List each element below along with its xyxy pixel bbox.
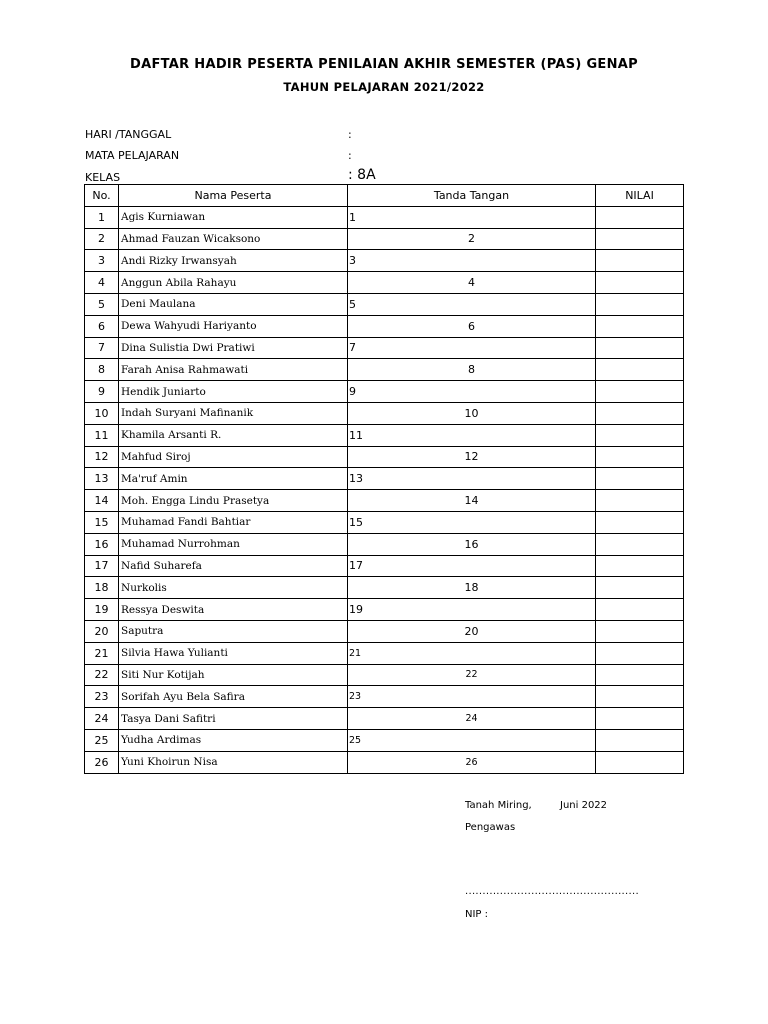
row-number: 19 xyxy=(85,599,119,621)
header-nilai: NILAI xyxy=(596,185,684,207)
signature-cell: 21 xyxy=(348,642,596,664)
nilai-cell xyxy=(596,599,684,621)
footer-nip: NIP : xyxy=(465,909,489,920)
mata-pelajaran-colon: : xyxy=(348,149,352,162)
row-number: 7 xyxy=(85,337,119,359)
signature-cell: 3 xyxy=(348,250,596,272)
nilai-cell xyxy=(596,359,684,381)
signature-cell: 19 xyxy=(348,599,596,621)
row-number: 5 xyxy=(85,293,119,315)
table-row xyxy=(85,664,684,686)
nilai-cell xyxy=(596,642,684,664)
nilai-cell xyxy=(596,490,684,512)
row-number: 16 xyxy=(85,533,119,555)
table-row xyxy=(85,272,684,294)
participant-name: Deni Maulana xyxy=(119,293,348,315)
table-row xyxy=(85,446,684,468)
table-row xyxy=(85,293,684,315)
table-row xyxy=(85,708,684,730)
participant-name: Ressya Deswita xyxy=(119,599,348,621)
nilai-cell xyxy=(596,402,684,424)
participant-name: Ma'ruf Amin xyxy=(119,468,348,490)
participant-name: Nafid Suharefa xyxy=(119,555,348,577)
nilai-cell xyxy=(596,708,684,730)
signature-cell: 18 xyxy=(348,577,596,599)
table-row xyxy=(85,577,684,599)
nilai-cell xyxy=(596,577,684,599)
nilai-cell xyxy=(596,620,684,642)
table-row xyxy=(85,250,684,272)
row-number: 17 xyxy=(85,555,119,577)
participant-name: Indah Suryani Mafinanik xyxy=(119,402,348,424)
signature-cell: 8 xyxy=(348,359,596,381)
row-number: 6 xyxy=(85,315,119,337)
signature-cell: 2 xyxy=(348,228,596,250)
mata-pelajaran-label: MATA PELAJARAN xyxy=(85,149,180,162)
participant-name: Yudha Ardimas xyxy=(119,729,348,751)
table-row xyxy=(85,642,684,664)
signature-cell: 15 xyxy=(348,511,596,533)
kelas-value: : 8A xyxy=(348,167,376,183)
participant-name: Muhamad Fandi Bahtiar xyxy=(119,511,348,533)
nilai-cell xyxy=(596,250,684,272)
signature-cell: 23 xyxy=(348,686,596,708)
row-number: 4 xyxy=(85,272,119,294)
participant-name: Moh. Engga Lindu Prasetya xyxy=(119,490,348,512)
participant-name: Silvia Hawa Yulianti xyxy=(119,642,348,664)
signature-cell: 24 xyxy=(348,708,596,730)
hari-tanggal-label: HARI /TANGGAL xyxy=(85,128,172,141)
header-no: No. xyxy=(85,185,119,207)
participant-name: Tasya Dani Safitri xyxy=(119,708,348,730)
signature-cell: 6 xyxy=(348,315,596,337)
signature-cell: 22 xyxy=(348,664,596,686)
signature-cell: 17 xyxy=(348,555,596,577)
row-number: 8 xyxy=(85,359,119,381)
table-row xyxy=(85,424,684,446)
row-number: 24 xyxy=(85,708,119,730)
signature-cell: 1 xyxy=(348,206,596,228)
signature-cell: 25 xyxy=(348,729,596,751)
row-number: 1 xyxy=(85,206,119,228)
participant-name: Muhamad Nurrohman xyxy=(119,533,348,555)
signature-cell: 13 xyxy=(348,468,596,490)
signature-cell: 5 xyxy=(348,293,596,315)
nilai-cell xyxy=(596,533,684,555)
table-row xyxy=(85,468,684,490)
row-number: 9 xyxy=(85,381,119,403)
participant-name: Dina Sulistia Dwi Pratiwi xyxy=(119,337,348,359)
row-number: 14 xyxy=(85,490,119,512)
row-number: 3 xyxy=(85,250,119,272)
participant-name: Khamila Arsanti R. xyxy=(119,424,348,446)
table-row xyxy=(85,511,684,533)
header-nama-peserta: Nama Peserta xyxy=(119,185,348,207)
row-number: 15 xyxy=(85,511,119,533)
nilai-cell xyxy=(596,337,684,359)
nilai-cell xyxy=(596,446,684,468)
table-row xyxy=(85,228,684,250)
nilai-cell xyxy=(596,511,684,533)
row-number: 10 xyxy=(85,402,119,424)
table-row xyxy=(85,555,684,577)
row-number: 21 xyxy=(85,642,119,664)
signature-cell: 16 xyxy=(348,533,596,555)
signature-cell: 10 xyxy=(348,402,596,424)
signature-cell: 9 xyxy=(348,381,596,403)
nilai-cell xyxy=(596,272,684,294)
participant-name: Sorifah Ayu Bela Safira xyxy=(119,686,348,708)
nilai-cell xyxy=(596,729,684,751)
participant-name: Nurkolis xyxy=(119,577,348,599)
participant-name: Yuni Khoirun Nisa xyxy=(119,751,348,773)
table-row xyxy=(85,315,684,337)
nilai-cell xyxy=(596,228,684,250)
table-row xyxy=(85,620,684,642)
nilai-cell xyxy=(596,468,684,490)
nilai-cell xyxy=(596,751,684,773)
row-number: 23 xyxy=(85,686,119,708)
signature-cell: 4 xyxy=(348,272,596,294)
participant-name: Andi Rizky Irwansyah xyxy=(119,250,348,272)
header-tanda-tangan: Tanda Tangan xyxy=(348,185,596,207)
participant-name: Saputra xyxy=(119,620,348,642)
signature-cell: 20 xyxy=(348,620,596,642)
signature-cell: 11 xyxy=(348,424,596,446)
signature-cell: 7 xyxy=(348,337,596,359)
row-number: 18 xyxy=(85,577,119,599)
table-row xyxy=(85,381,684,403)
participant-name: Hendik Juniarto xyxy=(119,381,348,403)
document-title: DAFTAR HADIR PESERTA PENILAIAN AKHIR SEMESTER (PAS) GENAP xyxy=(130,57,638,72)
signature-cell: 12 xyxy=(348,446,596,468)
table-row xyxy=(85,359,684,381)
nilai-cell xyxy=(596,206,684,228)
table-row xyxy=(85,337,684,359)
footer-role: Pengawas xyxy=(465,822,516,833)
document-subtitle: TAHUN PELAJARAN 2021/2022 xyxy=(283,80,485,94)
table-row xyxy=(85,686,684,708)
participant-name: Siti Nur Kotijah xyxy=(119,664,348,686)
table-row xyxy=(85,533,684,555)
attendance-table xyxy=(84,184,684,774)
row-number: 20 xyxy=(85,620,119,642)
nilai-cell xyxy=(596,686,684,708)
signature-cell: 14 xyxy=(348,490,596,512)
row-number: 26 xyxy=(85,751,119,773)
participant-name: Agis Kurniawan xyxy=(119,206,348,228)
kelas-label: KELAS xyxy=(85,171,121,184)
row-number: 25 xyxy=(85,729,119,751)
nilai-cell xyxy=(596,381,684,403)
table-row xyxy=(85,729,684,751)
table-row xyxy=(85,599,684,621)
nilai-cell xyxy=(596,293,684,315)
row-number: 11 xyxy=(85,424,119,446)
nilai-cell xyxy=(596,555,684,577)
table-header-row xyxy=(85,185,684,207)
participant-name: Anggun Abila Rahayu xyxy=(119,272,348,294)
nilai-cell xyxy=(596,664,684,686)
nilai-cell xyxy=(596,424,684,446)
table-row xyxy=(85,751,684,773)
signature-line: .................................................. xyxy=(465,886,639,897)
nilai-cell xyxy=(596,315,684,337)
table-row xyxy=(85,402,684,424)
participant-name: Dewa Wahyudi Hariyanto xyxy=(119,315,348,337)
row-number: 12 xyxy=(85,446,119,468)
footer-place: Tanah Miring, xyxy=(465,800,532,811)
participant-name: Mahfud Siroj xyxy=(119,446,348,468)
row-number: 22 xyxy=(85,664,119,686)
participant-name: Farah Anisa Rahmawati xyxy=(119,359,348,381)
footer-date: Juni 2022 xyxy=(560,800,608,811)
signature-cell: 26 xyxy=(348,751,596,773)
table-row xyxy=(85,490,684,512)
table-row xyxy=(85,206,684,228)
row-number: 2 xyxy=(85,228,119,250)
hari-tanggal-colon: : xyxy=(348,128,352,141)
row-number: 13 xyxy=(85,468,119,490)
participant-name: Ahmad Fauzan Wicaksono xyxy=(119,228,348,250)
